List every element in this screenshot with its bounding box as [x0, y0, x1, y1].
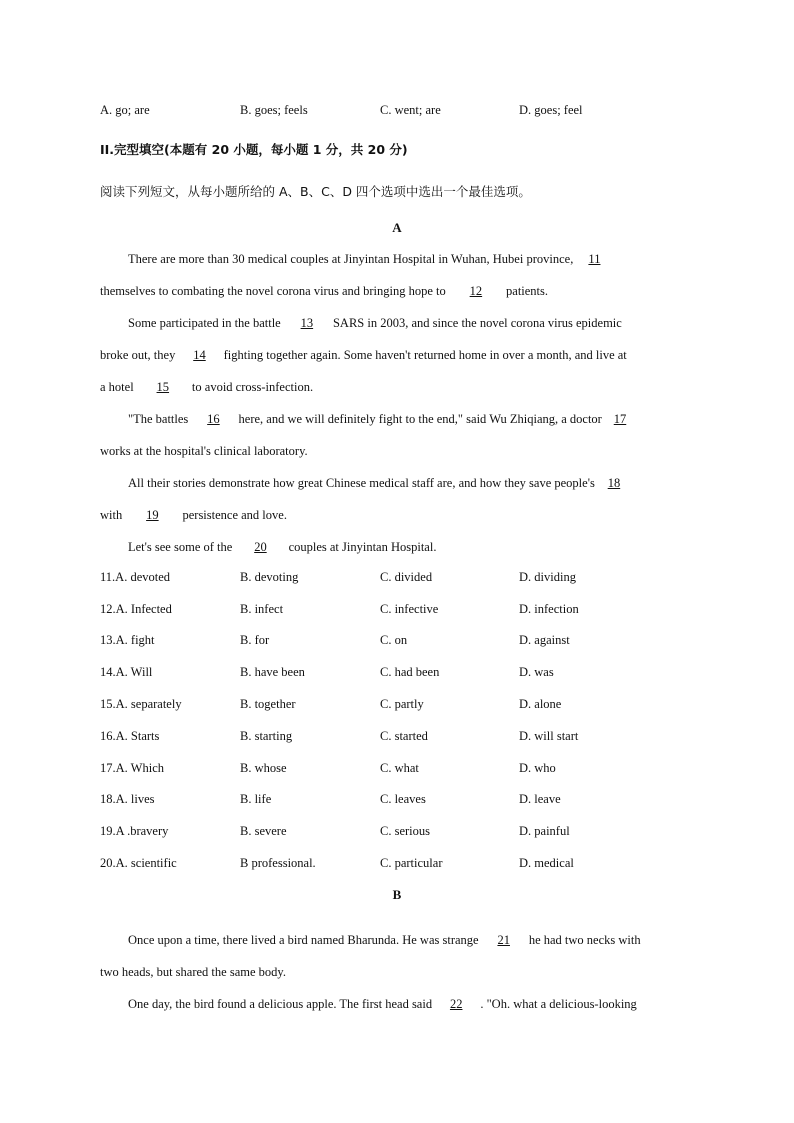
option-d: D. alone [519, 697, 562, 711]
option-a: 20.A. scientific [100, 856, 177, 870]
blank-12: 12 [469, 284, 483, 298]
question-row [100, 758, 694, 778]
option-c: C. leaves [380, 792, 426, 806]
blank-17: 17 [613, 412, 627, 426]
blank-22: 22 [449, 997, 463, 1011]
option-c: C. divided [380, 570, 433, 584]
option-c: C. partly [380, 697, 424, 711]
passage-line: broke out, they 14 fighting together again. Some haven't returned home in over a month, and live at [100, 339, 694, 371]
option-d: D. will start [519, 729, 579, 743]
option-b: B. have been [240, 665, 305, 679]
option-a: 12.A. Infected [100, 602, 172, 616]
question-row [100, 567, 694, 587]
passage-line: with 19 persistence and love. [100, 499, 694, 531]
blank-14: 14 [193, 348, 206, 362]
blank-16: 16 [207, 412, 220, 426]
option-b: B. life [240, 792, 272, 806]
option-d: D. against [519, 633, 570, 647]
blank-11: 11 [588, 252, 601, 266]
option-c: C. on [380, 633, 408, 647]
option-d: D. medical [519, 856, 574, 870]
option-b: B. for [240, 633, 270, 647]
option-b: B. starting [240, 729, 293, 743]
option-d: D. infection [519, 602, 579, 616]
option-c: C. started [380, 729, 428, 743]
option-a: 13.A. fight [100, 633, 155, 647]
option-c: C. had been [380, 665, 440, 679]
option-a: 19.A .bravery [100, 824, 169, 838]
option-d: D. who [519, 761, 556, 775]
option-a: 16.A. Starts [100, 729, 160, 743]
blank-15: 15 [156, 380, 170, 394]
option-a: A. go; are [100, 103, 150, 117]
passage-line: Once upon a time, there lived a bird named Bharunda. He was strange 21 he had two necks with [100, 924, 694, 956]
passage-line: "The battles 16 here, and we will definitely fight to the end," said Wu Zhiqiang, a doctor 17 [100, 403, 694, 435]
option-b: B. together [240, 697, 296, 711]
option-b: B. whose [240, 761, 287, 775]
question-row [100, 789, 694, 809]
option-a: 17.A. Which [100, 761, 164, 775]
option-d: D. leave [519, 792, 561, 806]
section-instruction: 阅读下列短文，从每小题所给的 A、B、C、D 四个选项中选出一个最佳选项。 [100, 184, 531, 199]
passage-line: themselves to combating the novel corona virus and bringing hope to 12 patients. [100, 275, 694, 307]
passage-line: a hotel 15 to avoid cross-infection. [100, 371, 694, 403]
option-c: C. went; are [380, 103, 441, 117]
question-row [100, 630, 694, 650]
passage-line: There are more than 30 medical couples at Jinyintan Hospital in Wuhan, Hubei province, 11 [100, 243, 694, 275]
option-b: B. goes; feels [240, 103, 308, 117]
passage-line: Some participated in the battle 13 SARS in 2003, and since the novel corona virus epidemic [100, 307, 694, 339]
question-row [100, 853, 694, 873]
passage-line: two heads, but shared the same body. [100, 965, 286, 979]
blank-13: 13 [300, 316, 314, 330]
passage-line: One day, the bird found a delicious apple. The first head said 22 . "Oh. what a delicious-looking [100, 988, 694, 1020]
passage-a-heading: A [392, 220, 402, 235]
passage-line: All their stories demonstrate how great Chinese medical staff are, and how they save people's 18 [100, 467, 694, 499]
option-a: 18.A. lives [100, 792, 155, 806]
option-c: C. serious [380, 824, 430, 838]
question-row [100, 694, 694, 714]
blank-21: 21 [497, 933, 510, 947]
option-b: B professional. [240, 856, 316, 870]
section-title: II.完型填空(本题有 20 小题，每小题 1 分，共 20 分) [100, 142, 408, 157]
option-c: C. infective [380, 602, 439, 616]
option-d: D. dividing [519, 570, 576, 584]
passage-line: works at the hospital's clinical laboratory. [100, 444, 308, 458]
passage-b-heading: B [392, 887, 402, 902]
option-b: B. infect [240, 602, 284, 616]
option-c: C. particular [380, 856, 443, 870]
option-a: 11.A. devoted [100, 570, 171, 584]
question-row [100, 821, 694, 841]
option-d: D. goes; feel [519, 103, 583, 117]
option-b: B. devoting [240, 570, 299, 584]
prev-question-options [100, 100, 694, 120]
passage-line: Let's see some of the 20 couples at Jinyintan Hospital. [100, 531, 694, 563]
option-d: D. painful [519, 824, 570, 838]
option-b: B. severe [240, 824, 287, 838]
question-row [100, 726, 694, 746]
option-c: C. what [380, 761, 419, 775]
question-row [100, 599, 694, 619]
passage-a [100, 243, 694, 563]
question-row [100, 662, 694, 682]
option-d: D. was [519, 665, 554, 679]
passage-b [100, 924, 694, 1020]
option-a: 15.A. separately [100, 697, 182, 711]
option-a: 14.A. Will [100, 665, 153, 679]
blank-20: 20 [254, 540, 267, 554]
blank-19: 19 [146, 508, 159, 522]
blank-18: 18 [607, 476, 621, 490]
